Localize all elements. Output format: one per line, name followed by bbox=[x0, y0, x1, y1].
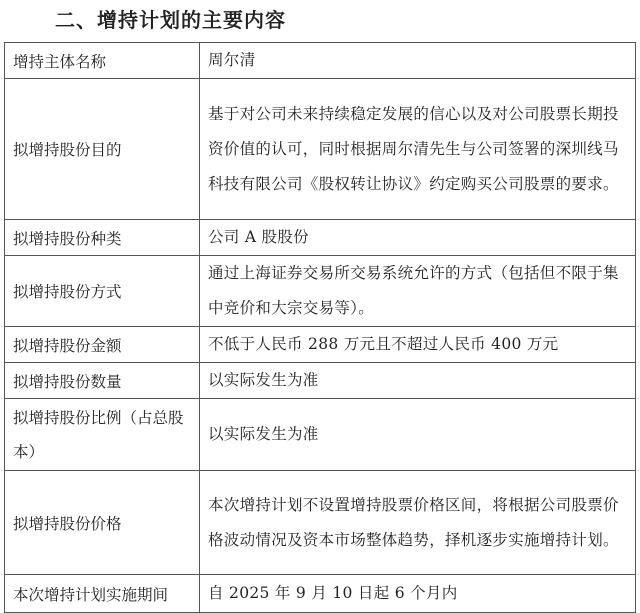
table-row bbox=[5, 471, 636, 575]
row-value: 基于对公司未来持续稳定发展的信心以及对公司股票长期投资价值的认可，同时根据周尔清先生与公司签署的深圳线马科技有限公司《股权转让协议》约定购买公司股票的要求。 bbox=[200, 79, 636, 220]
row-label: 拟增持股份种类 bbox=[5, 220, 200, 256]
row-value: 通过上海证券交易所交易系统允许的方式（包括但不限于集中竞价和大宗交易等）。 bbox=[200, 256, 636, 327]
plan-table bbox=[4, 42, 636, 613]
row-label: 拟增持股份目的 bbox=[5, 79, 200, 220]
section-title: 二、增持计划的主要内容 bbox=[55, 8, 286, 32]
table-row bbox=[5, 399, 636, 471]
row-value: 周尔清 bbox=[200, 43, 636, 79]
row-value: 不低于人民币 288 万元且不超过人民币 400 万元 bbox=[200, 327, 636, 363]
row-value: 以实际发生为准 bbox=[200, 399, 636, 471]
row-label: 拟增持股份方式 bbox=[5, 256, 200, 327]
table-row bbox=[5, 79, 636, 220]
row-value: 自 2025 年 9 月 10 日起 6 个月内 bbox=[200, 575, 636, 613]
row-value: 公司 A 股股份 bbox=[200, 220, 636, 256]
table-row bbox=[5, 256, 636, 327]
row-label: 拟增持股份价格 bbox=[5, 471, 200, 575]
row-label: 本次增持计划实施期间 bbox=[5, 575, 200, 613]
table-row bbox=[5, 363, 636, 399]
row-value: 本次增持计划不设置增持股票价格区间，将根据公司股票价格波动情况及资本市场整体趋势，择机逐步实施增持计划。 bbox=[200, 471, 636, 575]
row-label: 增持主体名称 bbox=[5, 43, 200, 79]
table-row bbox=[5, 220, 636, 256]
table-row bbox=[5, 327, 636, 363]
row-value: 以实际发生为准 bbox=[200, 363, 636, 399]
table-row bbox=[5, 43, 636, 79]
row-label: 拟增持股份数量 bbox=[5, 363, 200, 399]
row-label: 拟增持股份金额 bbox=[5, 327, 200, 363]
table-row bbox=[5, 575, 636, 613]
row-label: 拟增持股份比例（占总股本） bbox=[5, 399, 200, 471]
